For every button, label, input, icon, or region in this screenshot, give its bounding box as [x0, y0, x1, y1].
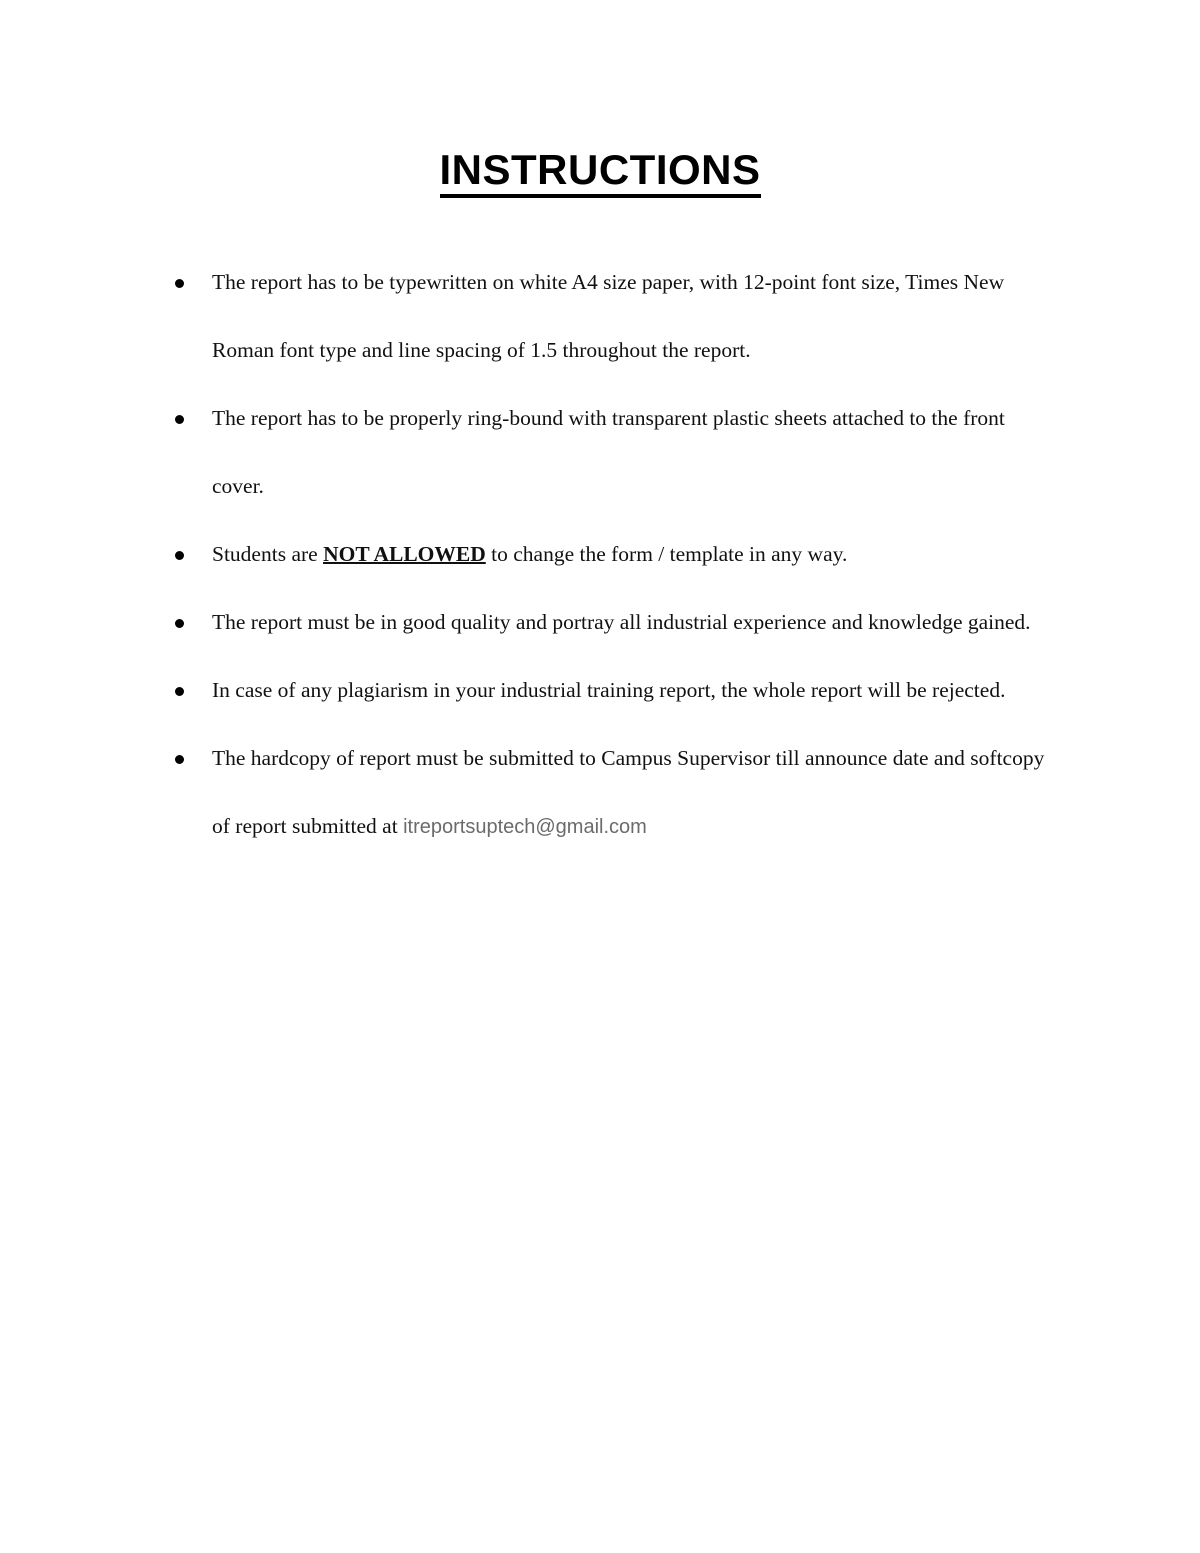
bullet-icon: [175, 551, 184, 560]
submission-email-link[interactable]: itreportsuptech@gmail.com: [403, 816, 647, 838]
instruction-text: The report must be in good quality and portray all industrial experience and knowledge gained.: [212, 610, 1031, 634]
instruction-text: [212, 520, 1050, 588]
not-allowed-emphasis: NOT ALLOWED: [323, 542, 486, 566]
bullet-icon: [175, 279, 184, 288]
instruction-text: The report has to be properly ring-bound with transparent plastic sheets attached to the front cover.: [212, 406, 1005, 498]
instruction-item-3: [0, 520, 1200, 588]
instruction-text-prefix: Students are: [212, 542, 324, 566]
bullet-icon: [175, 619, 184, 628]
instruction-text: In case of any plagiarism in your industrial training report, the whole report will be rejected.: [212, 678, 1006, 702]
bullet-icon: [175, 755, 184, 764]
instruction-text: The report has to be typewritten on white A4 size paper, with 12-point font size, Times New Roman font type and line spacing of 1.5 throughout the report.: [212, 270, 1005, 362]
instruction-text-body: The hardcopy of report must be submitted to Campus Supervisor till announce date and softcopy of report submitted at: [212, 746, 1045, 838]
instruction-text-suffix: to change the form / template in any way.: [485, 542, 848, 566]
instruction-item-5: [0, 656, 1200, 724]
instruction-item-1: [0, 248, 1200, 384]
instruction-item-2: [0, 384, 1200, 520]
bullet-icon: [175, 415, 184, 424]
instruction-item-6: [0, 724, 1200, 861]
bullet-icon: [175, 687, 184, 696]
instruction-text: [212, 724, 1050, 861]
instruction-list: [0, 248, 1200, 861]
page-title: [0, 146, 1200, 198]
page-title-text: INSTRUCTIONS: [440, 146, 761, 198]
instruction-item-4: [0, 588, 1200, 656]
